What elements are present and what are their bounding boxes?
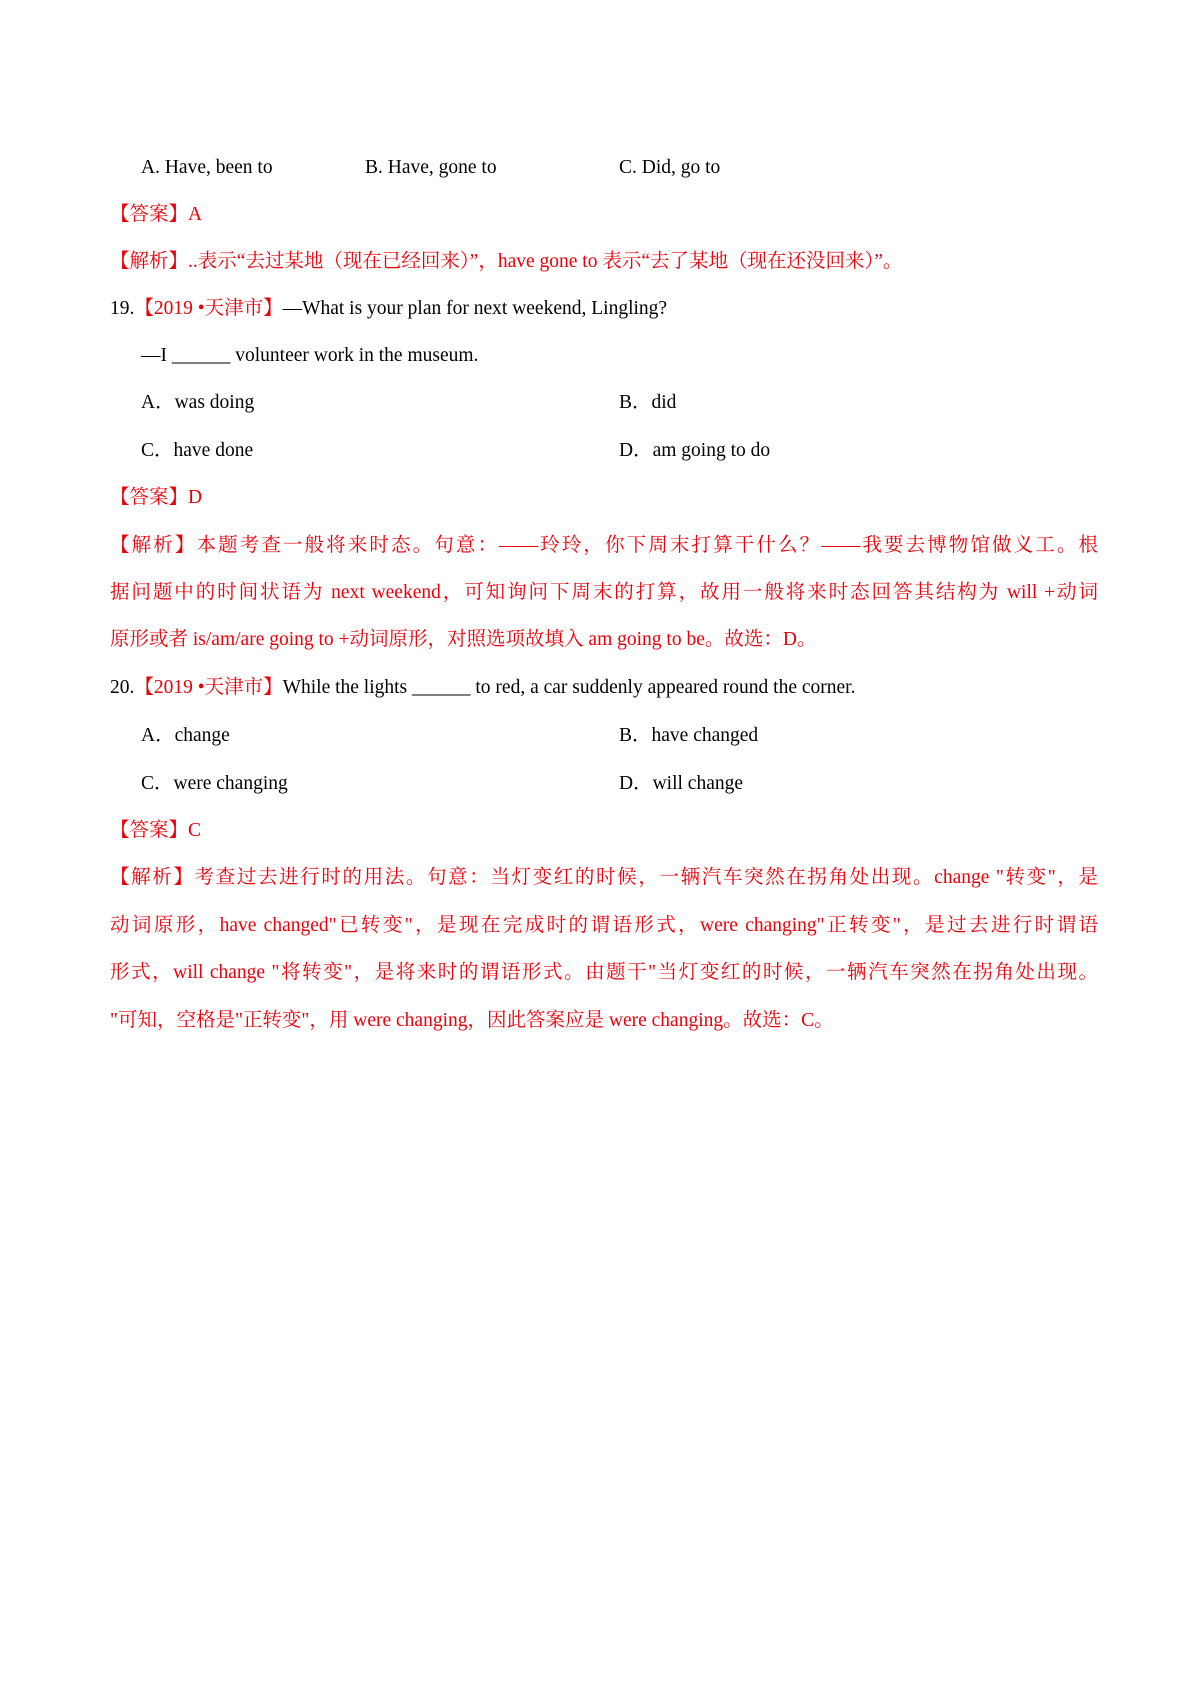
question-number: 19. [110, 298, 135, 319]
question-text: While the lights ______ to red, a car suddenly appeared round the corner. [282, 677, 856, 698]
analysis-text: 本题考查一般将来时态。句意：——玲玲，你下周末打算干什么？——我要去博物馆做义工。根 [196, 535, 1098, 556]
q18-option-b: B. Have, gone to [365, 157, 497, 178]
analysis-tag: 【解析】 [110, 251, 189, 272]
q20-option-c: C．were changing [141, 773, 288, 794]
analysis-tag: 【解析】 [110, 535, 197, 556]
question-source: 【2019 •天津市】 [134, 298, 283, 319]
q19-question-line2: —I ______ volunteer work in the museum. [141, 345, 479, 366]
analysis-text: ..表示“去过某地（现在已经回来）”，have gone to 表示“去了某地（现在还没回来）”。 [188, 251, 903, 272]
q20-option-d: D．will change [619, 773, 744, 794]
q19-option-c: C．have done [141, 440, 254, 461]
answer-value: C [188, 820, 202, 841]
q19-answer [110, 486, 202, 510]
q19-option-d: D．am going to do [619, 440, 771, 461]
q20-analysis-line-3: 形式，will change "将转变"，是将来时的谓语形式。由题干"当灯变红的时候，一辆汽车突然在拐角处出现。 [110, 962, 1098, 983]
analysis-tag: 【解析】 [110, 867, 195, 888]
answer-tag: 【答案】 [110, 204, 189, 225]
q19-analysis-line-2: 据问题中的时间状语为 next weekend，可知询问下周末的打算，故用一般将来时态回答其结构为 will +动词 [110, 582, 1098, 603]
q19-analysis-line-3: 原形或者 is/am/are going to +动词原形，对照选项故填入 am going to be。故选：D。 [110, 629, 817, 650]
q18-answer [110, 203, 202, 227]
q19-analysis-line-1 [110, 534, 1098, 558]
answer-value: D [188, 487, 203, 508]
q18-option-c: C. Did, go to [619, 157, 721, 178]
q20-analysis-line-4: "可知，空格是"正转变"，用 were changing，因此答案应是 were changing。故选：C。 [110, 1010, 834, 1031]
question-number: 20. [110, 677, 135, 698]
q19-option-a: A．was doing [141, 392, 255, 413]
answer-tag: 【答案】 [110, 487, 189, 508]
answer-tag: 【答案】 [110, 820, 189, 841]
q19-option-b: B．did [619, 392, 677, 413]
q20-answer [110, 819, 201, 843]
answer-value: A [188, 204, 203, 225]
q20-option-a: A．change [141, 725, 230, 746]
q20-option-b: B．have changed [619, 725, 759, 746]
question-source: 【2019 •天津市】 [134, 677, 283, 698]
analysis-text: 考查过去进行时的用法。句意：当灯变红的时候，一辆汽车突然在拐角处出现。change "转变"，是 [194, 867, 1098, 888]
q19-question [110, 297, 667, 321]
q20-question [110, 676, 855, 700]
q18-option-a: A. Have, been to [141, 157, 273, 178]
question-text: —What is your plan for next weekend, Lingling? [282, 298, 668, 319]
q18-analysis [110, 250, 902, 274]
q20-analysis-line-2: 动词原形，have changed"已转变"，是现在完成时的谓语形式，were changing"正转变"，是过去进行时谓语 [110, 915, 1098, 936]
q20-analysis-line-1 [110, 866, 1098, 890]
